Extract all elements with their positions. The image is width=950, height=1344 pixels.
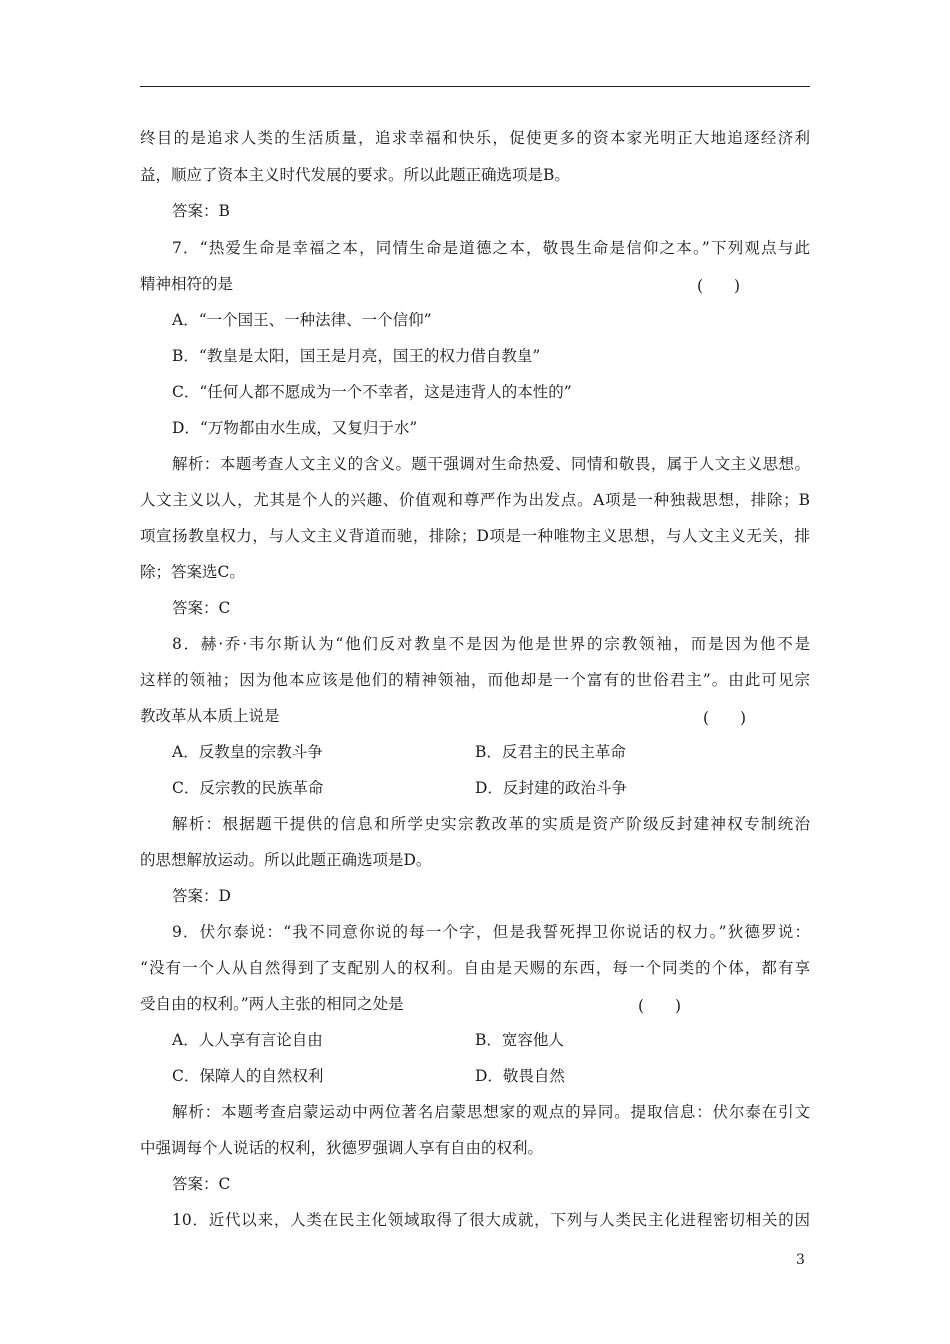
option-b: B．反君主的民主革命: [475, 743, 626, 761]
header-rule: [140, 86, 810, 87]
question-8-stem: 8．赫·乔·韦尔斯认为“他们反对教皇不是因为他是世界的宗教领袖，而是因为他不是: [172, 635, 810, 653]
option-c: C．保障人的自然权利: [172, 1067, 324, 1085]
text-line: 益，顺应了资本主义时代发展的要求。所以此题正确选项是B。: [140, 166, 570, 184]
option-b: B．宽容他人: [475, 1031, 564, 1049]
option-c: C．“任何人都不愿成为一个不幸者，这是违背人的本性的”: [172, 383, 572, 401]
option-b: B．“教皇是太阳，国王是月亮，国王的权力借自教皇”: [172, 347, 541, 365]
question-7-stem: 7．“热爱生命是幸福之本，同情生命是道德之本，敬畏生命是信仰之本。”下列观点与此: [172, 239, 810, 257]
option-d: D．“万物都由水生成，又复归于水”: [172, 419, 418, 437]
analysis-line: 解析：本题考查人文主义的含义。题干强调对生命热爱、同情和敬畏，属于人文主义思想。: [172, 455, 810, 473]
answer-bracket: ( ): [703, 709, 747, 727]
analysis-line: 人文主义以人，尤其是个人的兴趣、价值观和尊严作为出发点。A项是一种独裁思想，排除；B: [140, 491, 810, 509]
question-9-stem: 9．伏尔泰说：“我不同意你说的每一个字，但是我誓死捍卫你说话的权力。”狄德罗说：: [172, 923, 810, 941]
question-7-stem-end: 精神相符的是: [140, 275, 234, 293]
option-a: A．人人享有言论自由: [172, 1031, 323, 1049]
page-number: 3: [796, 1252, 805, 1268]
answer-line: 答案：B: [172, 202, 230, 220]
answer-bracket: ( ): [697, 277, 741, 295]
analysis-line: 除；答案选C。: [140, 563, 245, 581]
answer-bracket: ( ): [638, 997, 682, 1015]
question-8-stem: 这样的领袖；因为他本应该是他们的精神领袖，而他却是一个富有的世俗君主”。由此可见宗: [140, 671, 810, 689]
question-9-stem-end: 受自由的权利。”两人主张的相同之处是: [140, 995, 404, 1013]
analysis-line: 项宣扬教皇权力，与人文主义背道而驰，排除；D项是一种唯物主义思想，与人文主义无关，排: [140, 527, 810, 545]
question-8-stem-end: 教改革从本质上说是: [140, 707, 280, 725]
option-a: A．反教皇的宗教斗争: [172, 743, 323, 761]
answer-line: 答案：C: [172, 599, 231, 617]
option-a: A．“一个国王、一种法律、一个信仰”: [172, 311, 432, 329]
option-c: C．反宗教的民族革命: [172, 779, 324, 797]
analysis-line: 中强调每个人说话的权利，狄德罗强调人享有自由的权利。: [140, 1139, 544, 1157]
option-d: D．反封建的政治斗争: [475, 779, 627, 797]
answer-line: 答案：D: [172, 887, 231, 905]
question-10-stem: 10．近代以来，人类在民主化领域取得了很大成就，下列与人类民主化进程密切相关的因: [172, 1211, 810, 1229]
option-d: D．敬畏自然: [475, 1067, 565, 1085]
analysis-line: 解析：根据题干提供的信息和所学史实宗教改革的实质是资产阶级反封建神权专制统治: [172, 815, 810, 833]
analysis-line: 的思想解放运动。所以此题正确选项是D。: [140, 851, 432, 869]
question-9-stem: “没有一个人从自然得到了支配别人的权利。自由是天赐的东西，每一个同类的个体，都有享: [140, 959, 810, 977]
answer-line: 答案：C: [172, 1175, 231, 1193]
text-line: 终目的是追求人类的生活质量，追求幸福和快乐，促使更多的资本家光明正大地追逐经济利: [140, 129, 810, 147]
analysis-line: 解析：本题考查启蒙运动中两位著名启蒙思想家的观点的异同。提取信息：伏尔泰在引文: [172, 1103, 810, 1121]
